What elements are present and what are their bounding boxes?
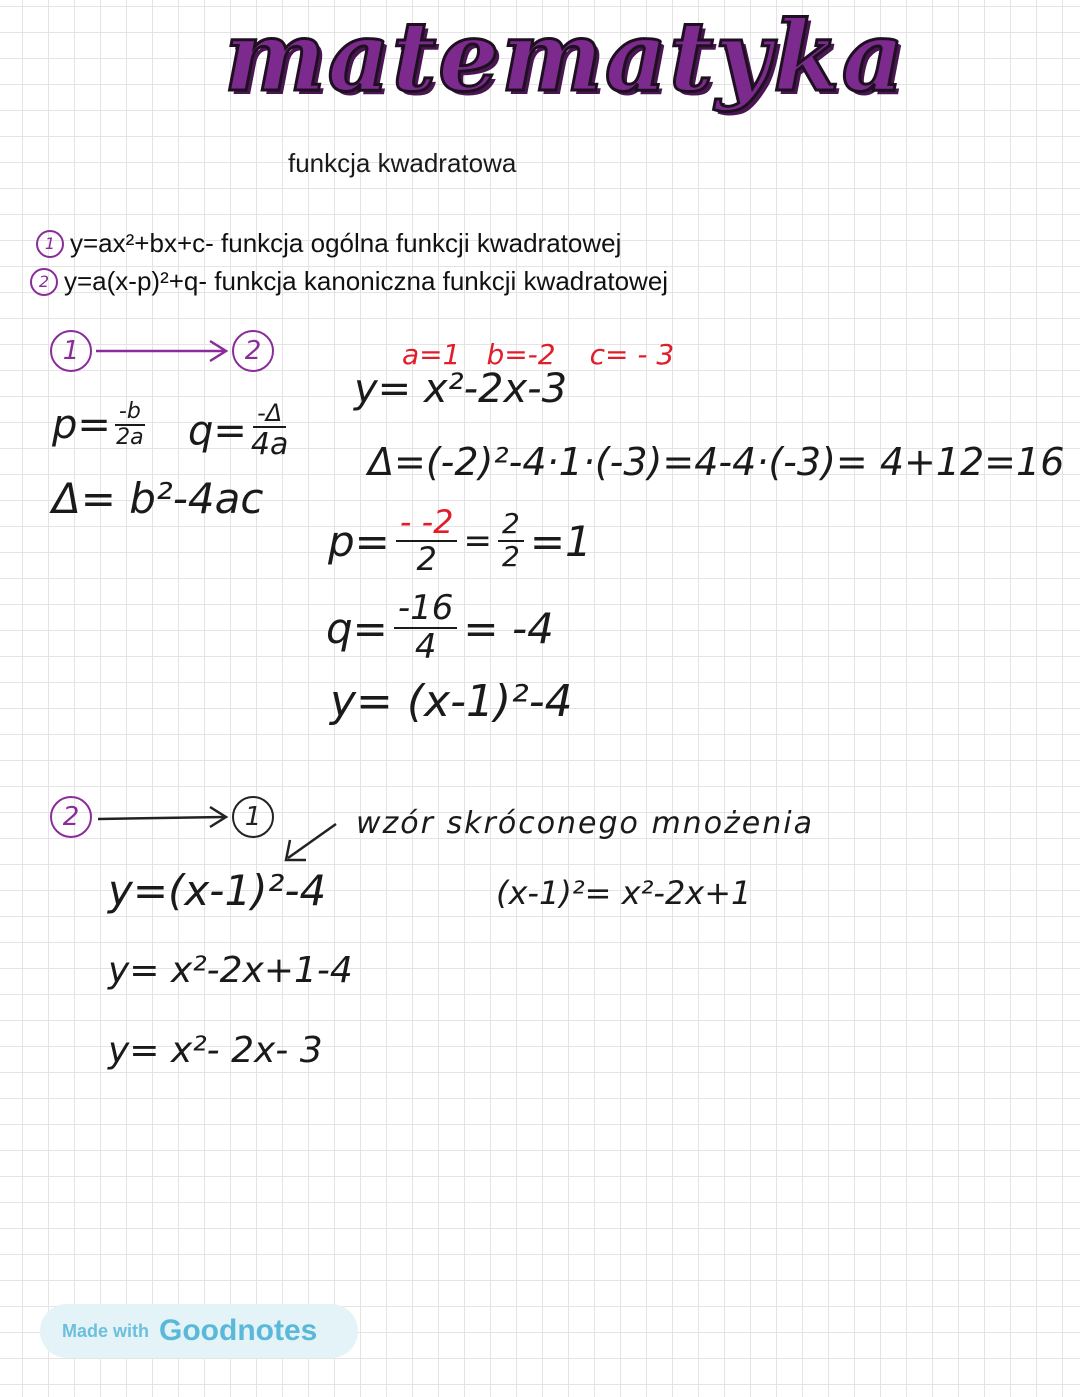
note-short-multiplication: wzór skróconego mnożenia	[356, 806, 814, 841]
p-calc-denominator-2: 2	[501, 540, 520, 574]
section2-arrow-header	[50, 796, 274, 838]
formula-p-numerator: -b	[115, 400, 145, 426]
section1-arrow-header	[50, 330, 274, 372]
p-calc-denominator: 2	[416, 540, 437, 579]
section2-to-circle: 1	[232, 796, 274, 838]
marker-circle-1: 1	[36, 230, 64, 258]
formula-q-numerator: -Δ	[253, 400, 286, 428]
p-calc-label: p=	[328, 516, 390, 566]
page-title: matematyka	[224, 0, 906, 113]
step-1: y=(x-1)²-4	[108, 866, 327, 915]
q-calc-label: q=	[326, 603, 388, 653]
formula-delta: Δ= b²-4ac	[52, 474, 264, 523]
coefficient-b: b=-2	[486, 338, 556, 371]
q-calc-fraction	[394, 590, 458, 667]
canonical-result: y= (x-1)²-4	[330, 676, 573, 727]
section1-from-circle: 1	[50, 330, 92, 372]
q-calc-numerator: -16	[394, 590, 458, 629]
p-calc-fraction-2	[498, 509, 524, 573]
step-2: y= x²-2x+1-4	[108, 950, 353, 991]
formula-q	[188, 400, 288, 461]
formula-q-fraction	[251, 400, 288, 461]
q-calculation	[326, 590, 554, 667]
formula-p	[52, 400, 145, 450]
marker-circle-2: 2	[30, 268, 58, 296]
goodnotes-badge	[40, 1304, 358, 1358]
formula-p-label: p=	[52, 402, 111, 449]
p-calc-equals: =	[463, 521, 492, 562]
definition-general: y=ax²+bx+c- funkcja ogólna funkcji kwadratowej	[70, 228, 622, 258]
badge-brand: Goodnotes	[159, 1314, 318, 1347]
p-calc-numerator-2: 2	[498, 509, 524, 542]
p-calculation	[328, 505, 592, 577]
equation-general: y= x²-2x-3	[354, 366, 568, 412]
arrow-right-icon	[92, 339, 232, 363]
formula-p-fraction	[115, 400, 145, 450]
coefficient-c: c= - 3	[589, 338, 675, 371]
definition-row-1	[36, 228, 621, 259]
coefficient-a: a=1	[402, 338, 461, 371]
section1-to-circle: 2	[232, 330, 274, 372]
badge-made-with: Made with	[62, 1320, 150, 1341]
p-calc-result: =1	[529, 516, 592, 566]
p-calc-fraction-1	[396, 505, 458, 577]
page-subtitle: funkcja kwadratowa	[288, 148, 517, 178]
section2-from-circle: 2	[50, 796, 92, 838]
formula-q-label: q=	[188, 407, 247, 454]
formula-q-denominator: 4a	[250, 427, 289, 463]
q-calc-result: = -4	[463, 603, 554, 653]
q-calc-denominator: 4	[414, 627, 437, 668]
definition-row-2	[30, 266, 668, 297]
delta-calculation: Δ=(-2)²-4·1·(-3)=4-4·(-3)= 4+12=16	[368, 440, 1065, 484]
formula-p-denominator: 2a	[116, 425, 144, 451]
step-3: y= x²- 2x- 3	[108, 1030, 323, 1071]
pointer-arrow-icon	[276, 818, 346, 868]
definition-canonical: y=a(x-p)²+q- funkcja kanoniczna funkcji kwadratowej	[64, 266, 669, 296]
p-calc-numerator: - -2	[396, 505, 458, 542]
arrow-right-icon	[92, 805, 232, 829]
identity-formula: (x-1)²= x²-2x+1	[496, 874, 752, 912]
